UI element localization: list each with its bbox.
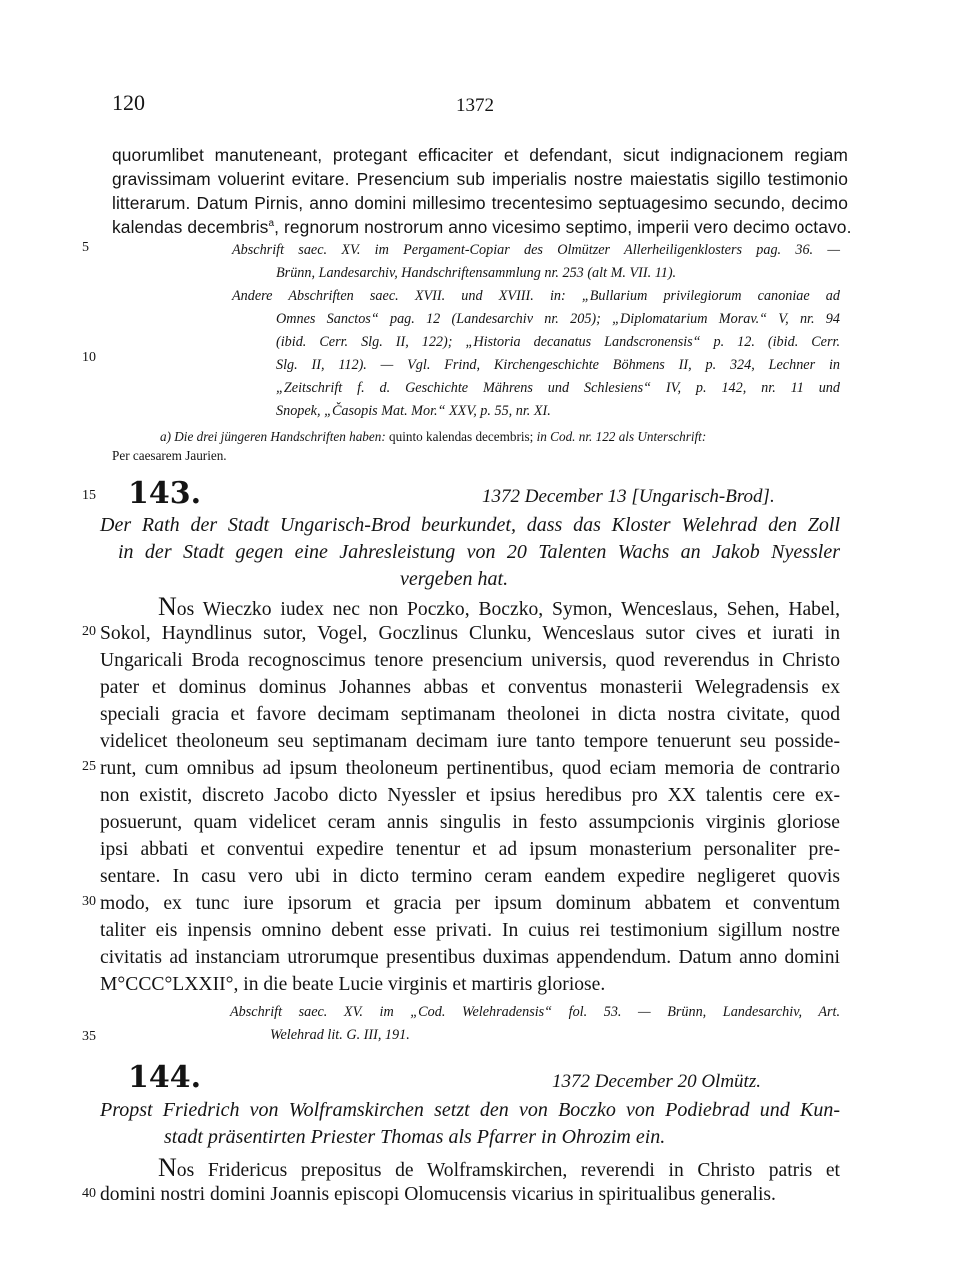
regest-line: Der Rath der Stadt Ungarisch-Brod beurkundet, dass das Kloster Welehrad den Zoll [100,514,840,536]
margin-line-number: 40 [82,1186,96,1201]
source-note-line: Brünn, Landesarchiv, Handschriftensammlung nr. 253 (alt M. VII. 11). [276,265,677,281]
running-head: 1372 [456,95,494,116]
initial-letter: N [158,1153,177,1182]
margin-line-number: 30 [82,894,96,909]
footnote: a) Die drei jüngeren Handschriften haben: quinto kalendas decembris; in Cod. nr. 122 als Unterschrift: [160,429,707,444]
text-line: modo, ex tunc iure ipsorum et gracia per ipsum dominum abbatem et conventum [100,893,840,914]
text-line: Sokol, Hayndlinus sutor, Vogel, Goczlinus Clunku, Wenceslaus sutor cives et iurati in [100,623,840,644]
source-note-line: Abschrift saec. XV. im „Cod. Welehradensis“ fol. 53. — Brünn, Landesarchiv, Art. [230,1004,840,1020]
text-line: non existit, discreto Jacobo dicto Nyessler et ipsius heredibus pro XX talentis cere ex- [100,785,840,806]
text-line: runt, cum omnibus ad ipsum theoloneum pertinentibus, quod eciam memoria de contrario [100,758,840,779]
prev-doc-line: litterarum. Datum Pirnis, anno domini millesimo trecentesimo septuagesimo secundo, decimo [112,193,848,213]
page-number: 120 [112,90,145,115]
footnote-marker: a [268,218,275,230]
text-line: sentare. In casu vero ubi in dicto termino ceram eandem expedire negligeret quovis [100,866,840,887]
margin-line-number: 35 [82,1029,96,1044]
text-line: speciali gracia et favore decimam septimanam theolonei in dicta nostra civitate, quod [100,704,840,725]
prev-doc-line: kalendas decembris$^a$, regnorum nostrorum anno vicesimo septimo, imperii vero decimo octavo. [112,217,852,237]
prev-doc-line: gravissimam voluerint evitare. Presencium sub imperialis nostre maiestatis sigillo testimonio [112,169,848,189]
text-line: civitatis ad instanciam utrorumque presentibus duximas appendendum. Datum anno domini [100,947,840,968]
margin-line-number: 25 [82,759,96,774]
document-date: 1372 December 20 Olmütz. [552,1071,761,1092]
text-line: domini nostri domini Joannis episcopi Olomucensis vicarius in spiritualibus generalis. [100,1184,776,1205]
text-line: pater et dominus dominus Johannes abbas et conventus monasterii Welegradensis ex [100,677,840,698]
text-line: Ungaricali Broda recognoscimus tenore presencium universis, quod reverendus in Christo [100,650,840,671]
text-line: M°CCC°LXXII°, in die beate Lucie virginis et martiris gloriose. [100,974,606,995]
text-line: taliter eis inpensis omnino debent esse privati. In cuius rei testimonium sigillum nostre [100,920,840,941]
text-line: videlicet theoloneum seu septimanam decimam iure tanto tempore tenuerunt seu posside- [100,731,840,752]
regest-line: Propst Friedrich von Wolframskirchen setzt den von Boczko von Podiebrad und Kun- [100,1099,840,1121]
margin-line-number: 10 [82,350,96,365]
source-note-line: Snopek, „Časopis Mat. Mor.“ XXV, p. 55, nr. XI. [276,403,551,419]
regest-line: vergeben hat. [400,568,509,590]
source-note-line: Welehrad lit. G. III, 191. [270,1027,410,1043]
margin-line-number: 20 [82,624,96,639]
document-number: 143. [128,476,202,511]
text-line: Nos Wieczko iudex nec non Poczko, Boczko, Symon, Wenceslaus, Sehen, Habel, [158,592,840,621]
text-line: posuerunt, quam videlicet ceram annis singulis in festo assumpcionis virginis gloriose [100,812,840,833]
source-note-line: Andere Abschriften saec. XVII. und XVIII. in: „Bullarium privilegiorum canoniae ad [232,288,840,304]
regest-line: in der Stadt gegen eine Jahresleistung von 20 Talenten Wachs an Jakob Nyessler [118,541,840,563]
source-note-line: Abschrift saec. XV. im Pergament-Copiar des Olmützer Allerheiligenklosters pag. 36. — [232,242,840,258]
source-note-line: Slg. II, 112). — Vgl. Frind, Kirchengeschichte Böhmens II, p. 324, Lechner in [276,357,840,373]
margin-line-number: 5 [82,240,89,255]
text-line: ipsi abbati et conventui expedire tenentur et ad ipsum monasterium personaliter pre- [100,839,840,860]
regest-line: stadt präsentirten Priester Thomas als Pfarrer in Ohrozim ein. [164,1126,666,1148]
document-date: 1372 December 13 [Ungarisch-Brod]. [482,486,775,507]
text-line: Nos Fridericus prepositus de Wolframskirchen, reverendi in Christo patris et [158,1153,840,1182]
prev-doc-line: quorumlibet manuteneant, protegant efficaciter et defendant, sicut indignacionem regiam [112,145,848,165]
document-number: 144. [128,1060,202,1095]
margin-line-number: 15 [82,488,96,503]
initial-letter: N [158,592,177,621]
source-note-line: „Zeitschrift f. d. Geschichte Mährens und Schlesiens“ IV, p. 142, nr. 11 und [276,380,840,396]
footnote-line: Per caesarem Jaurien. [112,448,227,463]
source-note-line: (ibid. Cerr. Slg. II, 122); „Historia decanatus Landscronensis“ p. 12. (ibid. Cerr. [276,334,840,350]
source-note-line: Omnes Sanctos“ pag. 12 (Landesarchiv nr. 205); „Diplomatarium Morav.“ V, nr. 94 [276,311,840,327]
